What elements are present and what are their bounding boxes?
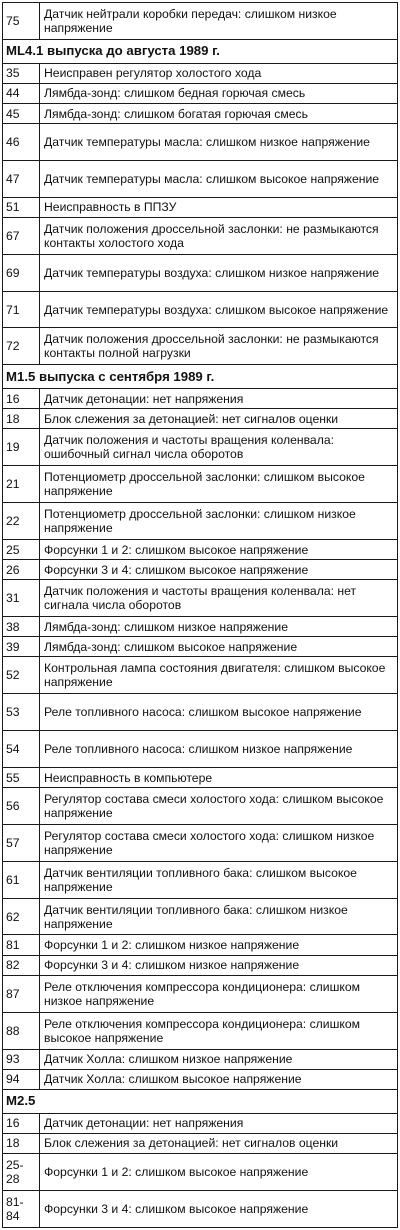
table-row — [3, 898, 398, 935]
table-row — [3, 955, 398, 975]
fault-description: Лямбда-зонд: слишком высокое напряжение — [40, 637, 398, 657]
fault-code: 54 — [3, 731, 40, 768]
fault-code: 81 — [3, 935, 40, 955]
fault-description: Блок слежения за детонацией: нет сигналов оценки — [40, 409, 398, 429]
fault-code: 82 — [3, 955, 40, 975]
fault-description: Форсунки 1 и 2: слишком низкое напряжение — [40, 935, 398, 955]
fault-description: Форсунки 3 и 4: слишком высокое напряжение — [40, 560, 398, 580]
fault-description: Датчик вентиляции топливного бака: слишком высокое напряжение — [40, 861, 398, 898]
fault-description: Датчик детонации: нет напряжения — [40, 389, 398, 409]
table-row — [3, 429, 398, 466]
section-heading-row — [3, 39, 398, 63]
table-row — [3, 160, 398, 197]
table-row — [3, 503, 398, 540]
section-heading: ML4.1 выпуска до августа 1989 г. — [3, 39, 398, 63]
fault-code: 44 — [3, 83, 40, 103]
fault-code: 52 — [3, 657, 40, 694]
fault-description: Реле топливного насоса: слишком высокое напряжение — [40, 694, 398, 731]
fault-description: Датчик Холла: слишком низкое напряжение — [40, 1049, 398, 1069]
fault-description: Датчик положения и частоты вращения коленвала: ошибочный сигнал числа оборотов — [40, 429, 398, 466]
fault-code: 18 — [3, 409, 40, 429]
table-row — [3, 1012, 398, 1049]
fault-code: 69 — [3, 254, 40, 291]
table-row — [3, 824, 398, 861]
table-row — [3, 1069, 398, 1089]
fault-description: Датчик Холла: слишком высокое напряжение — [40, 1069, 398, 1089]
table-row — [3, 328, 398, 365]
fault-description: Датчик положения дроссельной заслонки: не размыкаются контакты полной нагрузки — [40, 328, 398, 365]
fault-code: 57 — [3, 824, 40, 861]
fault-code: 87 — [3, 975, 40, 1012]
fault-description: Лямбда-зонд: слишком богатая горючая смесь — [40, 103, 398, 123]
table-row — [3, 731, 398, 768]
table-row — [3, 1133, 398, 1153]
fault-description: Датчик температуры масла: слишком низкое напряжение — [40, 124, 398, 161]
fault-code: 38 — [3, 617, 40, 637]
table-row — [3, 694, 398, 731]
table-row — [3, 3, 398, 40]
table-row — [3, 580, 398, 617]
table-row — [3, 103, 398, 123]
table-row — [3, 617, 398, 637]
fault-code: 46 — [3, 124, 40, 161]
table-row — [3, 657, 398, 694]
fault-code: 61 — [3, 861, 40, 898]
fault-description: Контрольная лампа состояния двигателя: слишком высокое напряжение — [40, 657, 398, 694]
fault-description: Неисправность в компьютере — [40, 767, 398, 787]
section-heading-row — [3, 1089, 398, 1113]
fault-description: Датчик температуры масла: слишком высокое напряжение — [40, 160, 398, 197]
fault-code: 51 — [3, 197, 40, 217]
fault-code: 94 — [3, 1069, 40, 1089]
table-row — [3, 788, 398, 825]
table-row — [3, 539, 398, 559]
fault-description: Лямбда-зонд: слишком низкое напряжение — [40, 617, 398, 637]
fault-description: Неисправен регулятор холостого хода — [40, 63, 398, 83]
fault-description: Потенциометр дроссельной заслонки: слишком высокое напряжение — [40, 466, 398, 503]
section-heading-row — [3, 365, 398, 389]
fault-code: 22 — [3, 503, 40, 540]
table-row — [3, 637, 398, 657]
fault-code: 47 — [3, 160, 40, 197]
fault-code: 31 — [3, 580, 40, 617]
fault-code: 93 — [3, 1049, 40, 1069]
fault-code: 25 — [3, 539, 40, 559]
fault-description: Датчик температуры воздуха: слишком низкое напряжение — [40, 254, 398, 291]
fault-code: 16 — [3, 1113, 40, 1133]
fault-description: Датчик температуры воздуха: слишком высокое напряжение — [40, 291, 398, 328]
fault-code: 19 — [3, 429, 40, 466]
fault-description: Регулятор состава смеси холостого хода: слишком высокое напряжение — [40, 788, 398, 825]
table-row — [3, 254, 398, 291]
table-row — [3, 83, 398, 103]
fault-description: Блок слежения за детонацией: нет сигналов оценки — [40, 1133, 398, 1153]
fault-code: 67 — [3, 217, 40, 254]
fault-description: Реле отключения компрессора кондиционера: слишком высокое напряжение — [40, 1012, 398, 1049]
fault-code: 55 — [3, 767, 40, 787]
fault-description: Реле топливного насоса: слишком низкое напряжение — [40, 731, 398, 768]
table-row — [3, 409, 398, 429]
fault-description: Реле отключения компрессора кондиционера: слишком низкое напряжение — [40, 975, 398, 1012]
fault-code-table — [2, 2, 398, 1228]
table-row — [3, 197, 398, 217]
fault-code: 72 — [3, 328, 40, 365]
section-heading: M1.5 выпуска с сентября 1989 г. — [3, 365, 398, 389]
table-row — [3, 217, 398, 254]
fault-code: 62 — [3, 898, 40, 935]
table-row — [3, 861, 398, 898]
table-row — [3, 1113, 398, 1133]
table-row — [3, 1190, 398, 1227]
table-row — [3, 975, 398, 1012]
fault-description: Форсунки 1 и 2: слишком высокое напряжение — [40, 1154, 398, 1191]
fault-description: Датчик вентиляции топливного бака: слишком низкое напряжение — [40, 898, 398, 935]
table-row — [3, 291, 398, 328]
fault-code: 21 — [3, 466, 40, 503]
fault-description: Регулятор состава смеси холостого хода: слишком низкое напряжение — [40, 824, 398, 861]
fault-description: Форсунки 3 и 4: слишком высокое напряжение — [40, 1190, 398, 1227]
fault-code: 45 — [3, 103, 40, 123]
fault-code: 71 — [3, 291, 40, 328]
fault-code: 56 — [3, 788, 40, 825]
fault-code: 53 — [3, 694, 40, 731]
table-row — [3, 63, 398, 83]
section-heading: M2.5 — [3, 1089, 398, 1113]
fault-code: 18 — [3, 1133, 40, 1153]
table-row — [3, 1049, 398, 1069]
fault-code: 16 — [3, 389, 40, 409]
fault-code: 75 — [3, 3, 40, 40]
table-row — [3, 767, 398, 787]
fault-code: 26 — [3, 560, 40, 580]
fault-code-table-body — [3, 3, 398, 1228]
fault-description: Датчик положения дроссельной заслонки: не размыкаются контакты холостого хода — [40, 217, 398, 254]
fault-description: Потенциометр дроссельной заслонки: слишком низкое напряжение — [40, 503, 398, 540]
table-row — [3, 935, 398, 955]
table-row — [3, 560, 398, 580]
fault-code: 25- 28 — [3, 1154, 40, 1191]
fault-description: Форсунки 3 и 4: слишком низкое напряжение — [40, 955, 398, 975]
fault-code: 39 — [3, 637, 40, 657]
table-row — [3, 124, 398, 161]
table-row — [3, 389, 398, 409]
fault-code: 81- 84 — [3, 1190, 40, 1227]
fault-code: 35 — [3, 63, 40, 83]
fault-description: Форсунки 1 и 2: слишком высокое напряжение — [40, 539, 398, 559]
fault-description: Лямбда-зонд: слишком бедная горючая смесь — [40, 83, 398, 103]
fault-description: Неисправность в ППЗУ — [40, 197, 398, 217]
table-row — [3, 466, 398, 503]
fault-code: 88 — [3, 1012, 40, 1049]
table-row — [3, 1154, 398, 1191]
fault-description: Датчик положения и частоты вращения коленвала: нет сигнала числа оборотов — [40, 580, 398, 617]
fault-description: Датчик детонации: нет напряжения — [40, 1113, 398, 1133]
fault-description: Датчик нейтрали коробки передач: слишком низкое напряжение — [40, 3, 398, 40]
